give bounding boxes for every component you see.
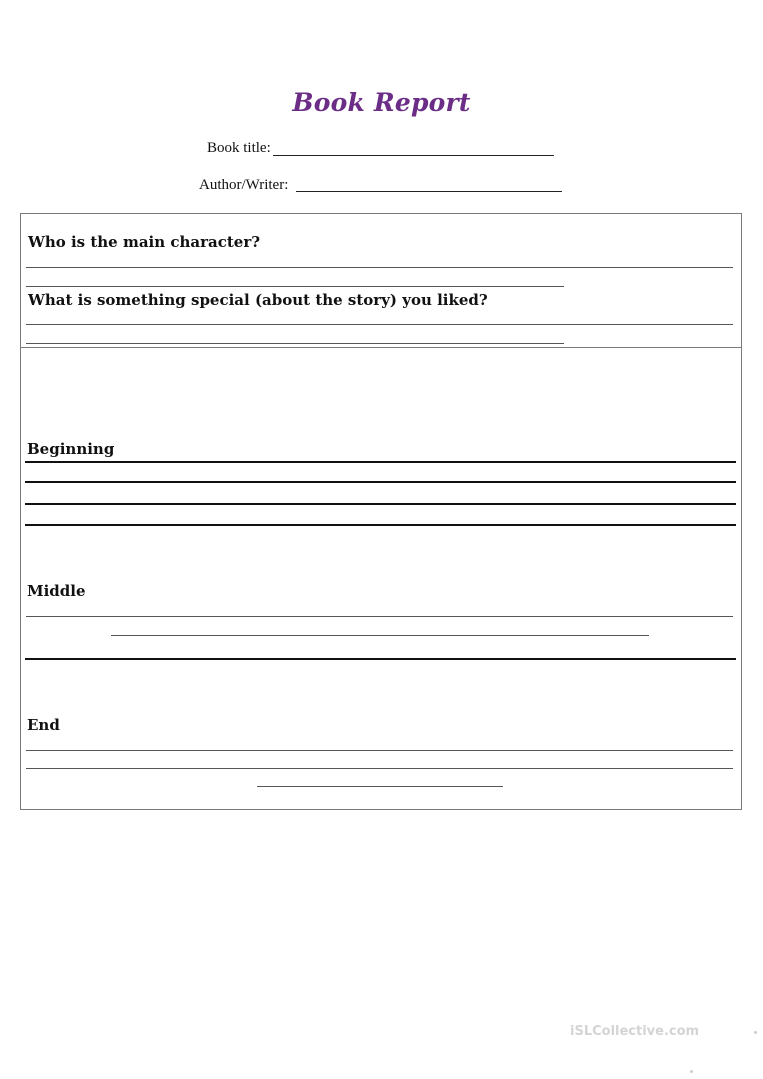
main-character-question: Who is the main character? [28, 233, 261, 251]
beginning-line[interactable] [25, 481, 736, 483]
page-title: Book Report [292, 88, 471, 117]
decorative-dot [754, 1031, 757, 1034]
decorative-dot [690, 1070, 693, 1073]
end-line[interactable] [257, 786, 503, 787]
book-title-label: Book title: [207, 140, 271, 156]
answer-line[interactable] [26, 324, 733, 325]
end-line[interactable] [26, 750, 733, 751]
answer-line[interactable] [26, 267, 733, 268]
middle-label: Middle [27, 582, 86, 600]
book-title-line[interactable] [273, 155, 554, 156]
middle-line[interactable] [26, 616, 733, 617]
end-line[interactable] [26, 768, 733, 769]
author-label: Author/Writer: [199, 177, 289, 193]
beginning-line[interactable] [25, 503, 736, 505]
something-special-question: What is something special (about the story) you liked? [28, 291, 488, 309]
author-line[interactable] [296, 191, 562, 192]
beginning-label: Beginning [27, 440, 115, 458]
answer-line[interactable] [26, 343, 564, 344]
watermark: iSLCollective.com [570, 1024, 700, 1039]
beginning-line[interactable] [25, 524, 736, 526]
middle-line[interactable] [25, 658, 736, 660]
end-label: End [27, 716, 60, 734]
beginning-line[interactable] [25, 461, 736, 463]
answer-line[interactable] [26, 286, 564, 287]
story-box [20, 347, 742, 810]
middle-line[interactable] [111, 635, 649, 636]
